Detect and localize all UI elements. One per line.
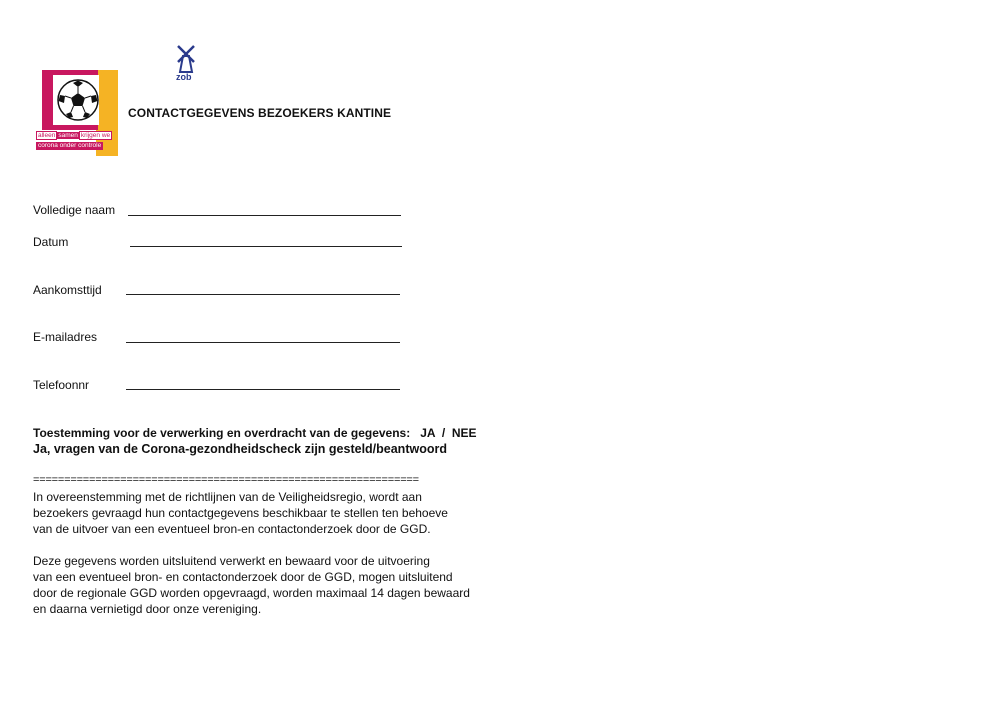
- separator-line: ==============================================================: [33, 474, 419, 486]
- paragraph2-line: van een eventueel bron- en contactonderzoek door de GGD, mogen uitsluitend: [33, 570, 453, 584]
- tagline-word-alleen: alleen: [38, 132, 56, 139]
- field-label-telefoonnr: Telefoonnr: [33, 378, 90, 392]
- consent-question-text: Toestemming voor de verwerking en overdracht van de gegevens:: [33, 426, 411, 440]
- field-label-datum: Datum: [33, 235, 69, 249]
- consent-question: [33, 426, 477, 440]
- paragraph2-line: door de regionale GGD worden opgevraagd, worden maximaal 14 dagen bewaard: [33, 586, 470, 600]
- field-line-datum[interactable]: [130, 246, 402, 247]
- field-label-volledige-naam: Volledige naam: [33, 203, 116, 217]
- logo-tagline-line1: [36, 132, 112, 140]
- field-line-aankomsttijd[interactable]: [126, 294, 400, 295]
- field-label-aankomsttijd: Aankomsttijd: [33, 283, 102, 297]
- field-line-emailadres[interactable]: [126, 342, 400, 343]
- page-title: CONTACTGEGEVENS BEZOEKERS KANTINE: [128, 106, 392, 120]
- consent-options[interactable]: JA / NEE: [420, 426, 477, 440]
- paragraph1-line: In overeenstemming met de richtlijnen van de Veiligheidsregio, wordt aan: [33, 490, 422, 504]
- paragraph2-line: Deze gegevens worden uitsluitend verwerkt en bewaard voor de uitvoering: [33, 554, 430, 568]
- paragraph2-line: en daarna vernietigd door onze vereniging.: [33, 602, 262, 616]
- health-check-statement: Ja, vragen van de Corona-gezondheidscheck zijn gesteld/beantwoord: [33, 442, 447, 456]
- field-label-emailadres: E-mailadres: [33, 330, 98, 344]
- tagline-word-samen: samen: [58, 132, 78, 139]
- club-windmill-logo: [172, 42, 204, 82]
- info-paragraph-1: [33, 489, 448, 537]
- tagline-word-krijgen-we: krijgen we: [80, 132, 111, 139]
- logo-white-panel: [53, 75, 99, 125]
- paragraph1-line: van de uitvoer van een eventueel bron-en contactonderzoek door de GGD.: [33, 522, 431, 536]
- field-line-telefoonnr[interactable]: [126, 389, 400, 390]
- soccer-ball-icon: [57, 79, 99, 121]
- paragraph1-line: bezoekers gevraagd hun contactgegevens beschikbaar te stellen ten behoeve: [33, 506, 448, 520]
- club-logo-text: zob: [176, 72, 192, 82]
- logo-tagline-line2: corona onder controle: [38, 142, 102, 149]
- corona-campaign-logo: [36, 70, 118, 156]
- logo-magenta-frame: [42, 70, 98, 130]
- info-paragraph-2: [33, 553, 470, 617]
- field-line-volledige-naam[interactable]: [128, 215, 401, 216]
